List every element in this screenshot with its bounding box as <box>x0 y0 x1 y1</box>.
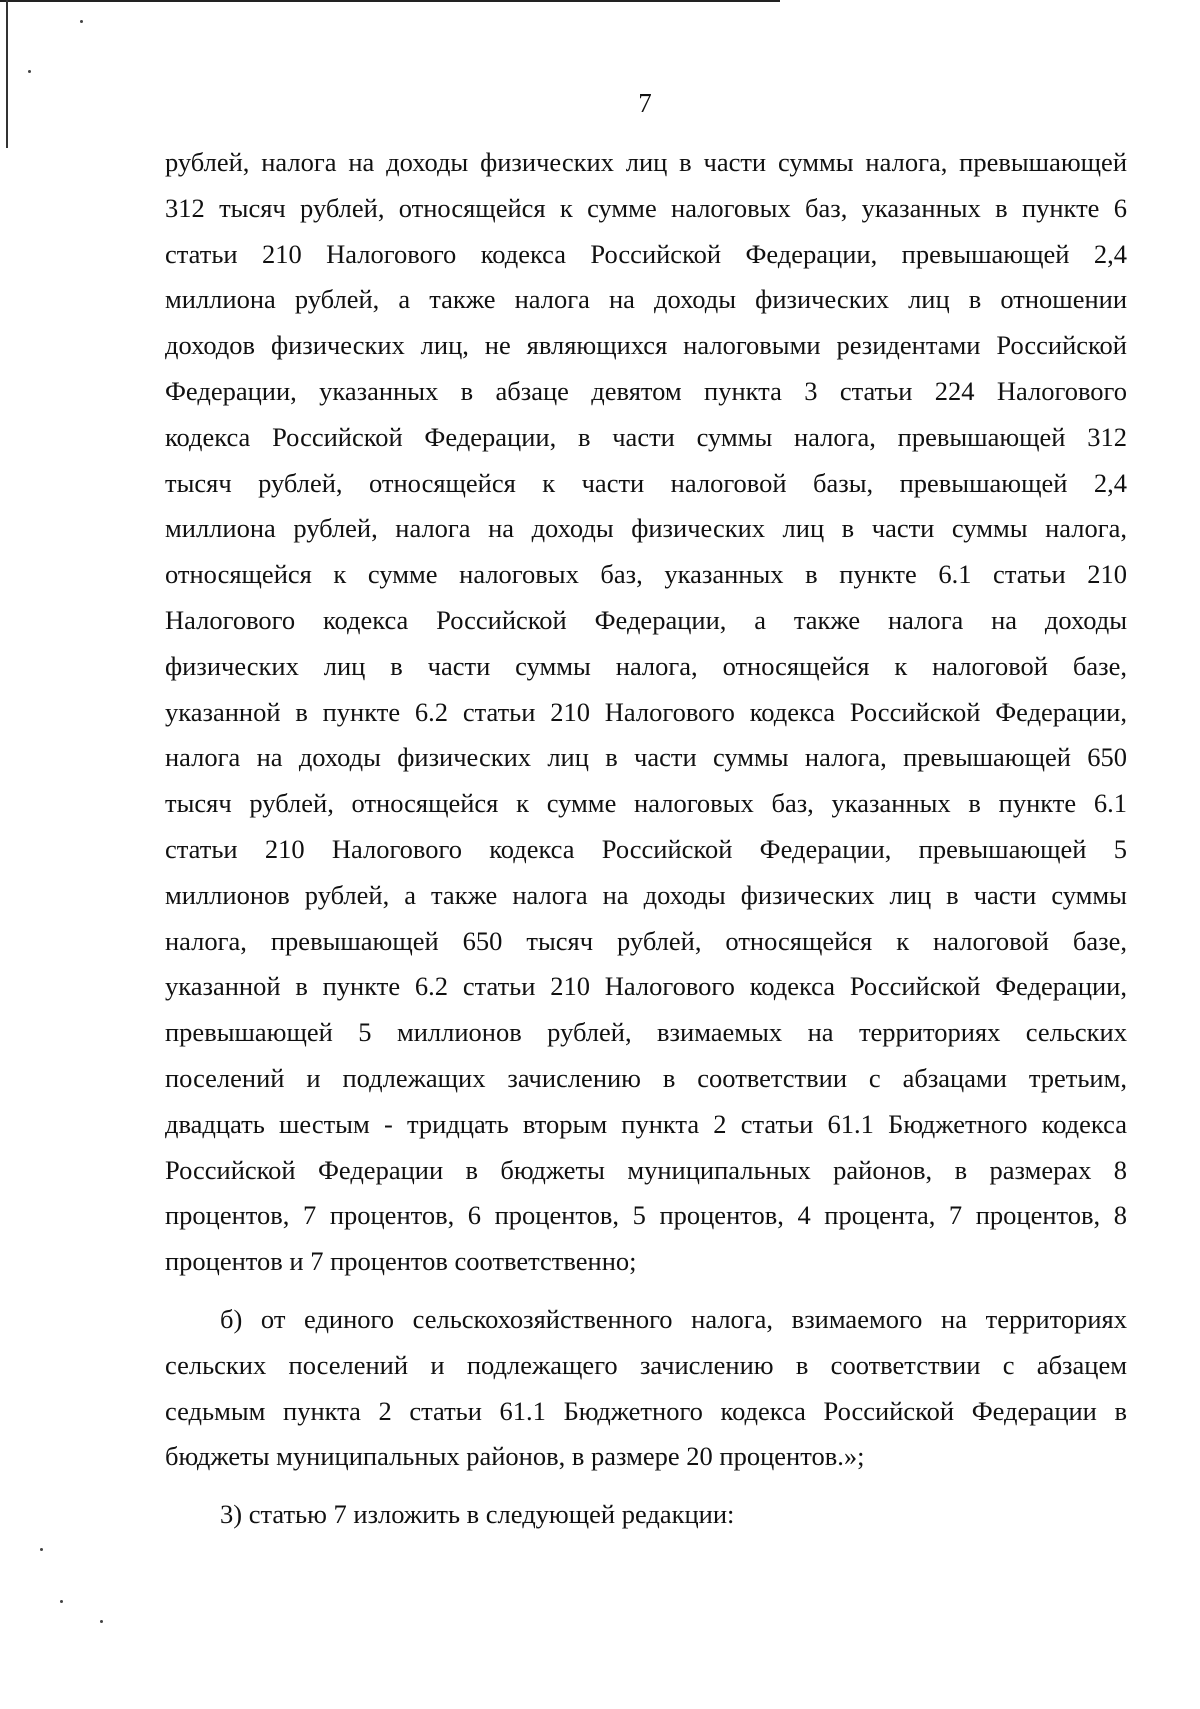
scan-speck <box>80 20 83 23</box>
text-line: статьи 210 Налогового кодекса Российской Федерации, превышающей 2,4 <box>165 238 1127 269</box>
text-line: налога, превышающей 650 тысяч рублей, относящейся к налоговой базе, <box>165 925 1127 956</box>
text-line: процентов, 7 процентов, 6 процентов, 5 процентов, 4 процента, 7 процентов, 8 <box>165 1200 1127 1231</box>
text-line: тысяч рублей, относящейся к части налоговой базы, превышающей 2,4 <box>165 467 1127 498</box>
paragraph-3 <box>165 1492 1127 1538</box>
text-line: Налогового кодекса Российской Федерации, а также налога на доходы <box>165 604 1127 635</box>
text-line: доходов физических лиц, не являющихся налоговыми резидентами Российской <box>165 330 1127 361</box>
scan-border-left <box>6 0 8 148</box>
text-line: поселений и подлежащих зачислению в соответствии с абзацами третьим, <box>165 1062 1127 1093</box>
text-line: кодекса Российской Федерации, в части суммы налога, превышающей 312 <box>165 421 1127 452</box>
text-line: 312 тысяч рублей, относящейся к сумме налоговых баз, указанных в пункте 6 <box>165 192 1127 223</box>
text-line: статьи 210 Налогового кодекса Российской Федерации, превышающей 5 <box>165 833 1127 864</box>
paragraph-spacer <box>165 1480 1127 1492</box>
scan-speck <box>40 1548 43 1551</box>
text-line: указанной в пункте 6.2 статьи 210 Налогового кодекса Российской Федерации, <box>165 696 1127 727</box>
text-line: Российской Федерации в бюджеты муниципальных районов, в размерах 8 <box>165 1154 1127 1185</box>
text-line: указанной в пункте 6.2 статьи 210 Налогового кодекса Российской Федерации, <box>165 971 1127 1002</box>
scan-speck <box>28 70 31 73</box>
text-line: сельских поселений и подлежащего зачислению в соответствии с абзацем <box>165 1349 1127 1380</box>
text-line: физических лиц в части суммы налога, относящейся к налоговой базе, <box>165 650 1127 681</box>
paragraph-2 <box>165 1297 1127 1480</box>
scan-speck <box>60 1600 63 1603</box>
text-line: седьмым пункта 2 статьи 61.1 Бюджетного кодекса Российской Федерации в <box>165 1395 1127 1426</box>
document-body <box>165 140 1127 1538</box>
paragraph-1 <box>165 140 1127 1285</box>
text-line: процентов и 7 процентов соответственно; <box>165 1246 637 1277</box>
page-number: 7 <box>638 88 652 118</box>
text-line: б) от единого сельскохозяйственного налога, взимаемого на территориях <box>220 1303 1127 1334</box>
scan-border-top <box>0 0 780 2</box>
scan-speck <box>100 1620 103 1623</box>
text-line: бюджеты муниципальных районов, в размере 20 процентов.»; <box>165 1441 865 1472</box>
text-line: миллионов рублей, а также налога на доходы физических лиц в части суммы <box>165 879 1127 910</box>
text-line: двадцать шестым - тридцать вторым пункта 2 статьи 61.1 Бюджетного кодекса <box>165 1108 1127 1139</box>
text-line: миллиона рублей, а также налога на доходы физических лиц в отношении <box>165 284 1127 315</box>
text-line: 3) статью 7 изложить в следующей редакции: <box>220 1499 735 1530</box>
text-line: относящейся к сумме налоговых баз, указанных в пункте 6.1 статьи 210 <box>165 559 1127 590</box>
text-line: рублей, налога на доходы физических лиц в части суммы налога, превышающей <box>165 147 1127 177</box>
text-line: миллиона рублей, налога на доходы физических лиц в части суммы налога, <box>165 513 1127 544</box>
text-line: превышающей 5 миллионов рублей, взимаемых на территориях сельских <box>165 1017 1127 1048</box>
text-line: Федерации, указанных в абзаце девятом пункта 3 статьи 224 Налогового <box>165 375 1127 406</box>
text-line: тысяч рублей, относящейся к сумме налоговых баз, указанных в пункте 6.1 <box>165 788 1127 819</box>
paragraph-spacer <box>165 1285 1127 1297</box>
text-line: налога на доходы физических лиц в части суммы налога, превышающей 650 <box>165 742 1127 773</box>
